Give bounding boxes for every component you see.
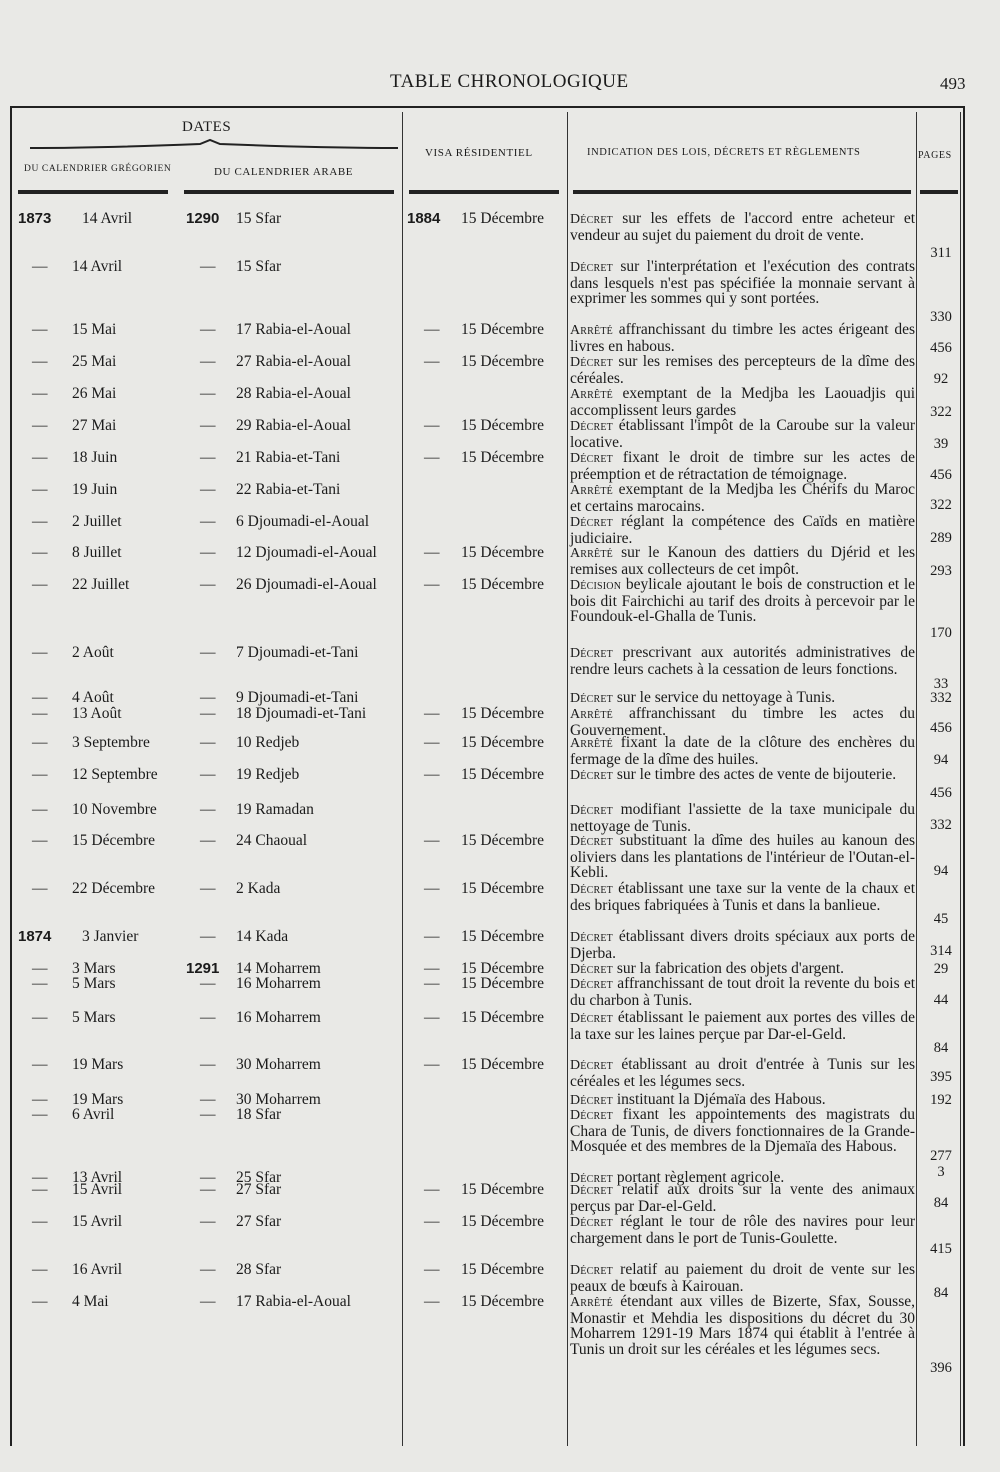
decree-description: [570, 418, 915, 450]
arab-date: 18 Sfar: [236, 1106, 282, 1123]
visa-date: 15 Décembre: [461, 576, 545, 593]
page-reference: 293: [930, 563, 952, 579]
decree-text: établissant au droit d'entrée à Tunis sur les céréales et les légumes secs.: [570, 1056, 915, 1090]
gregorian-date: 2 Juillet: [72, 513, 122, 530]
gregorian-date: 19 Mars: [72, 1091, 124, 1108]
arab-date: 27 Rabia-el-Aoual: [236, 353, 351, 370]
decree-type: Décret: [570, 691, 613, 706]
decree-text: affranchissant de tout droit la revente du bois et du charbon à Tunis.: [570, 975, 916, 1009]
arab-date: 30 Moharrem: [236, 1091, 321, 1108]
visa-year: —: [424, 832, 440, 849]
arab-date: 22 Rabia-et-Tani: [236, 481, 341, 498]
visa-date: 15 Décembre: [461, 880, 545, 897]
decree-text: sur les effets de l'accord entre acheteur et vendeur au sujet du paiement du droit de vente.: [570, 210, 916, 244]
decree-text: réglant la compétence des Caïds en matière judiciaire.: [570, 513, 915, 547]
gregorian-year: —: [32, 975, 48, 992]
gregorian-year: —: [32, 481, 48, 498]
visa-year: —: [424, 417, 440, 434]
decree-text: sur le service du nettoyage à Tunis.: [616, 689, 836, 706]
page-reference: 456: [930, 467, 952, 483]
arab-date: 28 Rabia-el-Aoual: [236, 385, 351, 402]
visa-year: —: [424, 734, 440, 751]
decree-text: établissant divers droits spéciaux aux ports de Djerba.: [570, 928, 916, 962]
decree-text: réglant le tour de rôle des navires pour leur chargement dans le port de Tunis-Goulette.: [570, 1213, 915, 1247]
visa-year: —: [424, 880, 440, 897]
decree-description: [570, 802, 915, 834]
header-gregorian: DU CALENDRIER GRÉGORIEN: [24, 164, 172, 174]
page-reference: 332: [930, 690, 952, 706]
arab-year: —: [200, 1091, 216, 1108]
gregorian-year: —: [32, 258, 48, 275]
gregorian-year: —: [32, 576, 48, 593]
decree-type: Décret: [570, 451, 613, 466]
decree-description: [570, 322, 915, 354]
visa-date: 15 Décembre: [461, 544, 545, 561]
visa-date: 15 Décembre: [461, 832, 545, 849]
gregorian-date: 15 Mai: [72, 321, 117, 338]
decree-text: instituant la Djémaïa des Habous.: [616, 1091, 826, 1108]
decree-text: établissant l'impôt de la Caroube sur la valeur locative.: [570, 417, 915, 451]
decree-text: sur le Kanoun des dattiers du Djérid et les remises aux collecteurs de cet impôt.: [570, 544, 916, 578]
arab-year: —: [200, 1293, 216, 1310]
decree-text: sur le timbre des actes de vente de bijouterie.: [616, 766, 897, 783]
page-reference: 395: [930, 1069, 952, 1085]
gregorian-year: —: [32, 1169, 48, 1186]
gregorian-date: 2 Août: [72, 644, 114, 661]
gregorian-year: —: [32, 513, 48, 530]
decree-description: [570, 354, 915, 386]
gregorian-year: —: [32, 705, 48, 722]
page-reference: 84: [933, 1040, 949, 1056]
arab-year: —: [200, 705, 216, 722]
decree-description: [570, 645, 915, 677]
decree-description: [570, 767, 915, 784]
decree-type: Décret: [570, 1183, 613, 1198]
arab-date: 28 Sfar: [236, 1261, 282, 1278]
decree-type: Décret: [570, 1011, 613, 1026]
gregorian-year: —: [32, 1213, 48, 1230]
visa-year: —: [424, 1181, 440, 1198]
arab-date: 15 Sfar: [236, 210, 282, 227]
decree-description: [570, 881, 915, 913]
decree-type: Décret: [570, 977, 613, 992]
visa-year: —: [424, 960, 440, 977]
decree-type: Décret: [570, 1093, 613, 1108]
arab-year: —: [200, 1106, 216, 1123]
visa-year: —: [424, 576, 440, 593]
decree-type: Décret: [570, 1058, 613, 1073]
visa-date: 15 Décembre: [461, 1009, 545, 1026]
gregorian-date: 12 Septembre: [72, 766, 158, 783]
decree-text: affranchissant du timbre les actes du Gouvernement.: [570, 705, 915, 739]
arab-year: —: [200, 1169, 216, 1186]
page-reference: 396: [930, 1360, 952, 1376]
decree-description: [570, 1262, 915, 1294]
page-reference: 192: [930, 1092, 952, 1108]
gregorian-date: 5 Mars: [72, 975, 116, 992]
arab-year: —: [200, 1213, 216, 1230]
decree-description: [570, 976, 915, 1008]
gregorian-year: 1873: [18, 210, 52, 227]
visa-year: —: [424, 766, 440, 783]
arab-date: 15 Sfar: [236, 258, 282, 275]
gregorian-year: —: [32, 1293, 48, 1310]
visa-date: 15 Décembre: [461, 705, 545, 722]
arab-year: —: [200, 513, 216, 530]
decree-text: exemptant de la Medjba les Chérifs du Maroc et certains marocains.: [570, 481, 915, 515]
gregorian-year: —: [32, 734, 48, 751]
page-reference: 92: [933, 371, 949, 387]
gregorian-date: 18 Juin: [72, 449, 118, 466]
page-reference: 322: [930, 497, 952, 513]
decree-type: Arrêté: [570, 736, 613, 751]
page-reference: 33: [933, 676, 949, 692]
decree-description: [570, 545, 915, 577]
arab-year: —: [200, 544, 216, 561]
gregorian-year: —: [32, 449, 48, 466]
gregorian-date: 14 Avril: [82, 210, 133, 227]
visa-date: 15 Décembre: [461, 321, 545, 338]
decree-type: Décret: [570, 1108, 613, 1123]
arab-year: —: [200, 353, 216, 370]
gregorian-date: 22 Décembre: [72, 880, 156, 897]
arab-year: —: [200, 766, 216, 783]
visa-date: 15 Décembre: [461, 975, 545, 992]
decree-description: [570, 259, 915, 307]
decree-description: [570, 450, 915, 482]
gregorian-year: —: [32, 689, 48, 706]
arab-date: 27 Sfar: [236, 1213, 282, 1230]
gregorian-year: —: [32, 1261, 48, 1278]
arab-year: —: [200, 481, 216, 498]
arab-year: —: [200, 258, 216, 275]
decree-description: [570, 1057, 915, 1089]
visa-date: 15 Décembre: [461, 766, 545, 783]
arab-year: —: [200, 1056, 216, 1073]
page-reference: 170: [930, 625, 952, 641]
gregorian-date: 8 Juillet: [72, 544, 122, 561]
decree-type: Arrêté: [570, 1295, 613, 1310]
arab-year: —: [200, 449, 216, 466]
visa-date: 15 Décembre: [461, 928, 545, 945]
gregorian-date: 13 Août: [72, 705, 122, 722]
gregorian-date: 10 Novembre: [72, 801, 157, 818]
decree-type: Arrêté: [570, 483, 613, 498]
decree-text: sur les remises des percepteurs de la dîme des céréales.: [570, 353, 915, 387]
arab-year: —: [200, 576, 216, 593]
page-reference: 330: [930, 309, 952, 325]
page-reference: 415: [930, 1241, 952, 1257]
decree-type: Décret: [570, 930, 613, 945]
gregorian-date: 22 Juillet: [72, 576, 130, 593]
page-reference: 84: [933, 1285, 949, 1301]
gregorian-year: —: [32, 1056, 48, 1073]
visa-year: —: [424, 353, 440, 370]
decree-text: substituant la dîme des huiles au kanoun des oliviers dans les plantations de l'intérieur de l'Outan-el-Kebli.: [570, 832, 915, 882]
arab-date: 17 Rabia-el-Aoual: [236, 321, 351, 338]
decree-description: [570, 833, 915, 881]
arab-year: —: [200, 689, 216, 706]
arab-year: —: [200, 928, 216, 945]
decree-type: Décision: [570, 578, 622, 593]
arab-year: —: [200, 880, 216, 897]
decree-type: Décret: [570, 515, 613, 530]
running-title: TABLE CHRONOLOGIQUE: [390, 71, 629, 92]
decree-type: Décret: [570, 212, 613, 227]
decree-text: portant règlement agricole.: [616, 1169, 785, 1186]
gregorian-year: —: [32, 644, 48, 661]
decree-description: [570, 386, 915, 418]
gregorian-year: —: [32, 321, 48, 338]
page-reference: 332: [930, 817, 952, 833]
arab-date: 17 Rabia-el-Aoual: [236, 1293, 351, 1310]
arab-date: 7 Djoumadi-et-Tani: [236, 644, 359, 661]
page-reference: 39: [933, 436, 949, 452]
gregorian-year: —: [32, 766, 48, 783]
decree-description: [570, 1214, 915, 1246]
decree-text: relatif aux droits sur la vente des animaux perçus par Dar-el-Geld.: [570, 1181, 915, 1215]
arab-year: —: [200, 975, 216, 992]
page-reference: 289: [930, 530, 952, 546]
visa-date: 15 Décembre: [461, 1056, 545, 1073]
decree-text: beylicale ajoutant le bois de construction et le bois dit Fairchichi au tarif des droits à percevoir par le Foundouk-el-Ghalla de Tunis.: [570, 576, 916, 626]
decree-text: fixant la date de la clôture des enchères du fermage de la dîme des huiles.: [570, 734, 916, 768]
decree-type: Décret: [570, 419, 613, 434]
gregorian-date: 3 Septembre: [72, 734, 150, 751]
header-indication: INDICATION DES LOIS, DÉCRETS ET RÈGLEMENTS: [587, 147, 861, 158]
arab-year: —: [200, 644, 216, 661]
page-reference: 84: [933, 1195, 949, 1211]
arab-date: 10 Redjeb: [236, 734, 300, 751]
gregorian-date: 19 Mars: [72, 1056, 124, 1073]
decree-type: Décret: [570, 646, 613, 661]
arab-year: 1290: [186, 210, 220, 227]
arab-date: 27 Sfar: [236, 1181, 282, 1198]
gregorian-year: —: [32, 544, 48, 561]
decree-type: Décret: [570, 1263, 613, 1278]
decree-text: relatif au paiement du droit de vente sur les peaux de bœufs à Kairouan.: [570, 1261, 916, 1295]
arab-date: 19 Ramadan: [236, 801, 314, 818]
gregorian-date: 15 Décembre: [72, 832, 156, 849]
gregorian-year: —: [32, 960, 48, 977]
page-reference: 45: [933, 911, 949, 927]
gregorian-date: 13 Avril: [72, 1169, 123, 1186]
visa-year: —: [424, 449, 440, 466]
arab-date: 25 Sfar: [236, 1169, 282, 1186]
arab-date: 6 Djoumadi-el-Aoual: [236, 513, 370, 530]
decree-type: Arrêté: [570, 546, 613, 561]
visa-date: 15 Décembre: [461, 353, 545, 370]
page-reference: 314: [930, 943, 952, 959]
gregorian-year: —: [32, 1091, 48, 1108]
visa-date: 15 Décembre: [461, 1293, 545, 1310]
page-reference: 311: [930, 245, 952, 261]
arab-date: 16 Moharrem: [236, 975, 321, 992]
gregorian-year: —: [32, 385, 48, 402]
page-reference: 44: [933, 992, 949, 1008]
decree-type: Décret: [570, 882, 613, 897]
gregorian-date: 16 Avril: [72, 1261, 123, 1278]
decree-type: Décret: [570, 1171, 613, 1186]
gregorian-date: 4 Août: [72, 689, 114, 706]
gregorian-date: 6 Avril: [72, 1106, 115, 1123]
gregorian-date: 4 Mai: [72, 1293, 109, 1310]
page-reference: 456: [930, 340, 952, 356]
page-reference: 456: [930, 720, 952, 736]
gregorian-date: 19 Juin: [72, 481, 118, 498]
gregorian-date: 25 Mai: [72, 353, 117, 370]
visa-year: —: [424, 1213, 440, 1230]
decree-text: sur l'interprétation et l'exécution des contrats dans lesquels n'est pas spécifiée la monnaie servant à exprimer les sommes qui y sont portées.: [570, 258, 915, 308]
decree-type: Décret: [570, 962, 613, 977]
arab-year: —: [200, 385, 216, 402]
decree-type: Décret: [570, 803, 613, 818]
arab-year: —: [200, 832, 216, 849]
gregorian-date: 5 Mars: [72, 1009, 116, 1026]
arab-date: 2 Kada: [236, 880, 281, 897]
gregorian-date: 14 Avril: [72, 258, 123, 275]
visa-year: —: [424, 1293, 440, 1310]
decree-text: exemptant de la Medjba les Laouadjis qui accomplissent leurs gardes: [570, 385, 915, 419]
arab-date: 14 Moharrem: [236, 960, 321, 977]
decree-description: [570, 482, 915, 514]
visa-date: 15 Décembre: [461, 960, 545, 977]
gregorian-date: 27 Mai: [72, 417, 117, 434]
decree-description: [570, 735, 915, 767]
decree-text: sur la fabrication des objets d'argent.: [616, 960, 845, 977]
decree-text: modifiant l'assiette de la taxe municipale du nettoyage de Tunis.: [570, 801, 916, 835]
visa-year: —: [424, 928, 440, 945]
visa-year: —: [424, 975, 440, 992]
visa-date: 15 Décembre: [461, 1181, 545, 1198]
decree-type: Arrêté: [570, 323, 613, 338]
decree-type: Arrêté: [570, 707, 613, 722]
visa-year: —: [424, 705, 440, 722]
gregorian-year: —: [32, 1181, 48, 1198]
page-reference: 94: [933, 863, 949, 879]
arab-date: 19 Redjeb: [236, 766, 300, 783]
decree-type: Décret: [570, 768, 613, 783]
decree-text: fixant le droit de timbre sur les actes de préemption et de rétractation de témoignage.: [570, 449, 915, 483]
arab-date: 30 Moharrem: [236, 1056, 321, 1073]
gregorian-date: 15 Avril: [72, 1181, 123, 1198]
decree-text: étendant aux villes de Bizerte, Sfax, Sousse, Monastir et Mehdia les dispositions du décret du 30 Moharrem 1291-19 Mars 1874 qui établit à l'entrée à Tunis un droit sur les céréales et les légumes secs.: [570, 1293, 915, 1359]
arab-year: —: [200, 734, 216, 751]
arab-year: —: [200, 801, 216, 818]
arab-year: 1291: [186, 960, 220, 977]
decree-description: [570, 929, 915, 961]
header-arab: DU CALENDRIER ARABE: [214, 166, 354, 178]
arab-date: 29 Rabia-el-Aoual: [236, 417, 351, 434]
gregorian-date: 15 Avril: [72, 1213, 123, 1230]
gregorian-date: 26 Mai: [72, 385, 117, 402]
decree-text: affranchissant du timbre les actes érigeant des livres en habous.: [570, 321, 915, 355]
arab-year: —: [200, 417, 216, 434]
decree-description: [570, 577, 915, 625]
arab-year: —: [200, 321, 216, 338]
visa-year: —: [424, 544, 440, 561]
visa-year: —: [424, 1056, 440, 1073]
visa-date: 15 Décembre: [461, 734, 545, 751]
decree-type: Décret: [570, 834, 613, 849]
arab-date: 9 Djoumadi-et-Tani: [236, 689, 359, 706]
decree-type: Décret: [570, 260, 613, 275]
arab-date: 21 Rabia-et-Tani: [236, 449, 341, 466]
arab-date: 18 Djoumadi-et-Tani: [236, 705, 367, 722]
decree-text: établissant le paiement aux portes des villes de la taxe sur les laines perçue par Dar-el-Geld.: [570, 1009, 915, 1043]
arab-year: —: [200, 1181, 216, 1198]
visa-year: 1884: [407, 210, 441, 227]
arab-year: —: [200, 1009, 216, 1026]
visa-date: 15 Décembre: [461, 417, 545, 434]
decree-description: [570, 1294, 915, 1358]
decree-text: établissant une taxe sur la vente de la chaux et des briques fabriquées à Tunis et dans la banlieue.: [570, 880, 915, 914]
gregorian-date: 3 Mars: [72, 960, 116, 977]
decree-description: [570, 1107, 915, 1155]
visa-year: —: [424, 321, 440, 338]
visa-year: —: [424, 1009, 440, 1026]
decree-text: fixant les appointements des magistrats du Chara de Tunis, de divers fonctionnaires de la Grande-Mosquée et des membres de la Djemaïa des Habous.: [570, 1106, 916, 1156]
decree-text: prescrivant aux autorités administratives de rendre leurs cachets à la cessation de leurs fonctions.: [570, 644, 916, 678]
arab-date: 24 Chaoual: [236, 832, 308, 849]
gregorian-year: 1874: [18, 928, 52, 945]
arab-date: 14 Kada: [236, 928, 289, 945]
page-reference: 94: [933, 752, 949, 768]
gregorian-year: —: [32, 801, 48, 818]
gregorian-year: —: [32, 832, 48, 849]
decree-description: [570, 211, 915, 243]
visa-year: —: [424, 1261, 440, 1278]
gregorian-year: —: [32, 417, 48, 434]
page-reference: 456: [930, 785, 952, 801]
page-reference: 322: [930, 404, 952, 420]
arab-year: —: [200, 1261, 216, 1278]
visa-date: 15 Décembre: [461, 1213, 545, 1230]
decree-description: [570, 1010, 915, 1042]
decree-type: Décret: [570, 355, 613, 370]
decree-type: Arrêté: [570, 387, 613, 402]
gregorian-date: 3 Janvier: [82, 928, 139, 945]
visa-date: 15 Décembre: [461, 1261, 545, 1278]
arab-date: 26 Djoumadi-el-Aoual: [236, 576, 377, 593]
header-visa: VISA RÉSIDENTIEL: [425, 147, 533, 159]
arab-date: 16 Moharrem: [236, 1009, 321, 1026]
gregorian-year: —: [32, 353, 48, 370]
decree-description: [570, 1182, 915, 1214]
page-reference: 277: [930, 1148, 952, 1164]
page-reference: 3: [937, 1164, 945, 1180]
visa-date: 15 Décembre: [461, 449, 545, 466]
gregorian-year: —: [32, 1106, 48, 1123]
page-number: 493: [940, 74, 966, 93]
visa-date: 15 Décembre: [461, 210, 545, 227]
page-reference: 29: [933, 961, 949, 977]
arab-date: 12 Djoumadi-el-Aoual: [236, 544, 377, 561]
header-dates: DATES: [182, 119, 232, 135]
gregorian-year: —: [32, 1009, 48, 1026]
gregorian-year: —: [32, 880, 48, 897]
decree-description: [570, 514, 915, 546]
decree-type: Décret: [570, 1215, 613, 1230]
header-pages: PAGES: [918, 150, 952, 161]
